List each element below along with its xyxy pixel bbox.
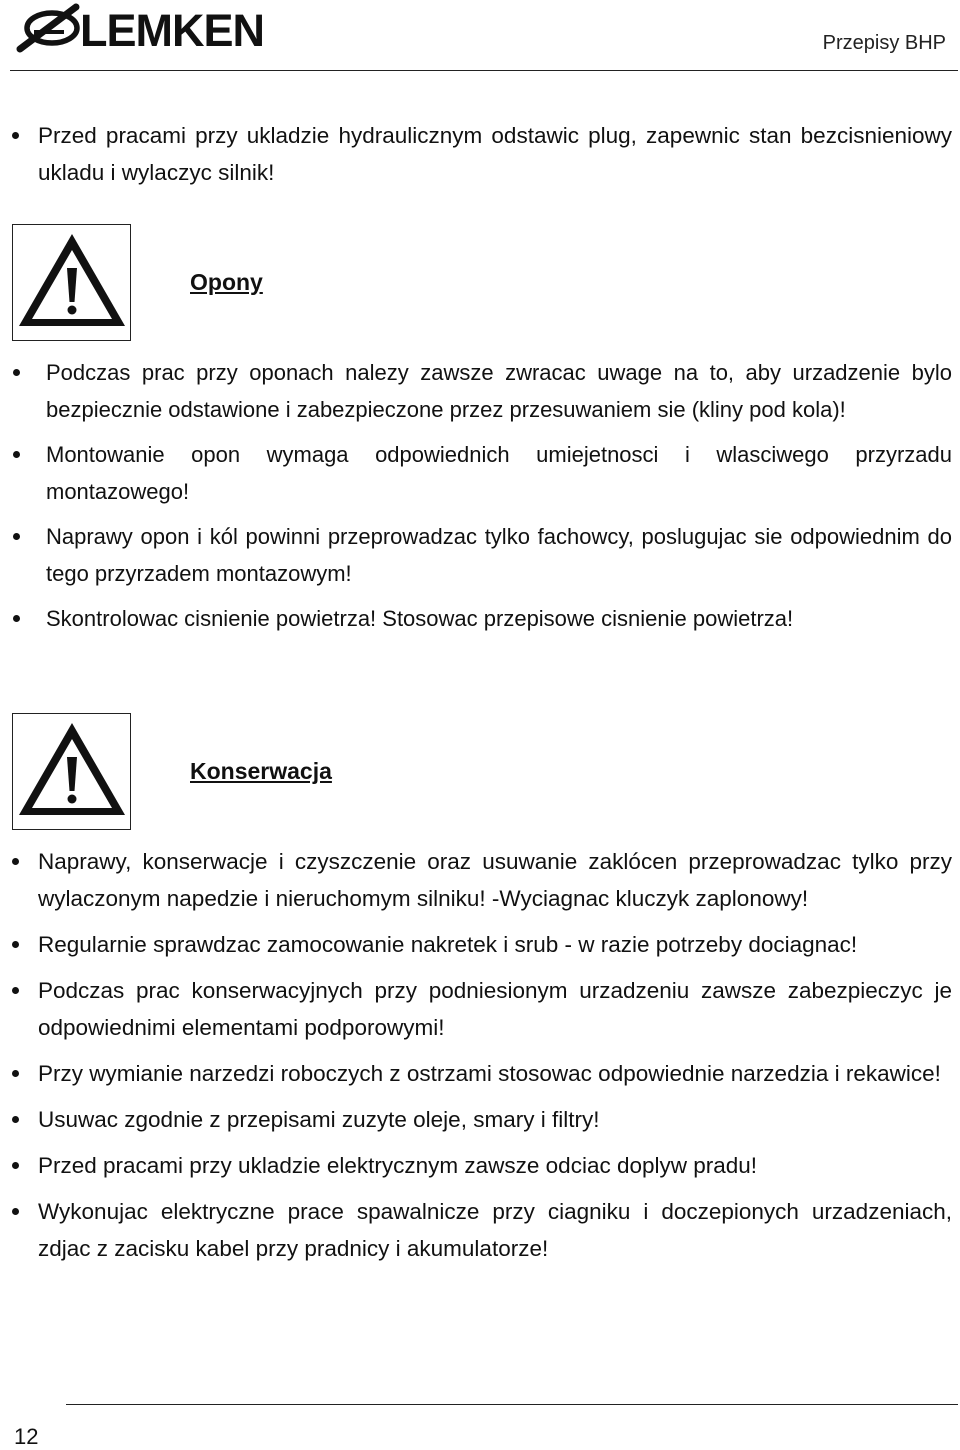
- warning-triangle-icon: [12, 713, 131, 830]
- bullet-icon: [13, 451, 20, 458]
- list-item: Naprawy opon i kól powinni przeprowadzac tylko fachowcy, poslugujac sie odpowiednim do tego przyrzadem montazowym!: [0, 518, 960, 592]
- bullet-icon: [12, 1162, 19, 1169]
- list-item: Montowanie opon wymaga odpowiednich umiejetnosci i wlasciwego przyrzadu montazowego!: [0, 436, 960, 510]
- lemken-logo: [14, 2, 304, 58]
- bullet-icon: [12, 941, 19, 948]
- section-label: Przepisy BHP: [822, 32, 946, 54]
- lemken-emblem-icon: [20, 7, 77, 49]
- bullet-icon: [12, 1116, 19, 1123]
- maintenance-list: [0, 843, 960, 1276]
- list-item: Usuwac zgodnie z przepisami zuzyte oleje, smary i filtry!: [0, 1101, 960, 1138]
- bullet-icon: [12, 1070, 19, 1077]
- list-item: Regularnie sprawdzac zamocowanie nakretek i srub - w razie potrzeby dociagnac!: [0, 926, 960, 963]
- bullet-icon: [13, 615, 20, 622]
- header-rule: [10, 70, 958, 71]
- logo-wordmark: LEMKEN: [80, 5, 264, 56]
- footer-rule: [66, 1404, 958, 1405]
- list-item: Przed pracami przy ukladzie elektrycznym zawsze odciac doplyw pradu!: [0, 1147, 960, 1184]
- bullet-icon: [13, 369, 20, 376]
- bullet-icon: [12, 132, 19, 139]
- list-item: Przy wymianie narzedzi roboczych z ostrzami stosowac odpowiednie narzedzia i rekawice!: [0, 1055, 960, 1092]
- list-item: Wykonujac elektryczne prace spawalnicze przy ciagniku i doczepionych urzadzeniach, zdjac z zacisku kabel przy pradnicy i akumulatorze!: [0, 1193, 960, 1267]
- warning-triangle-icon: [12, 224, 131, 341]
- section-title-tyres: Opony: [190, 269, 263, 295]
- list-item: Naprawy, konserwacje i czyszczenie oraz usuwanie zaklócen przeprowadzac tylko przy wylaczonym napedzie i nieruchomym silniku! -Wyciagnac kluczyk zaplonowy!: [0, 843, 960, 917]
- tyres-list: [0, 354, 960, 645]
- list-item: Przed pracami przy ukladzie hydraulicznym odstawic plug, zapewnic stan bezcisnieniowy ukladu i wylaczyc silnik!: [0, 117, 960, 191]
- bullet-icon: [12, 987, 19, 994]
- bullet-icon: [12, 1208, 19, 1215]
- section-title-maintenance: Konserwacja: [190, 758, 332, 784]
- bullet-icon: [13, 533, 20, 540]
- page-header: [0, 0, 960, 72]
- page-number: 12: [14, 1424, 39, 1449]
- list-item: Podczas prac konserwacyjnych przy podniesionym urzadzeniu zawsze zabezpieczyc je odpowiednimi elementami podporowymi!: [0, 972, 960, 1046]
- bullet-icon: [12, 858, 19, 865]
- list-item: Podczas prac przy oponach nalezy zawsze zwracac uwage na to, aby urzadzenie bylo bezpiecznie odstawione i zabezpieczone przez przesuwaniem sie (kliny pod kola)!: [0, 354, 960, 428]
- intro-list: [0, 117, 960, 191]
- list-item: Skontrolowac cisnienie powietrza! Stosowac przepisowe cisnienie powietrza!: [0, 600, 960, 637]
